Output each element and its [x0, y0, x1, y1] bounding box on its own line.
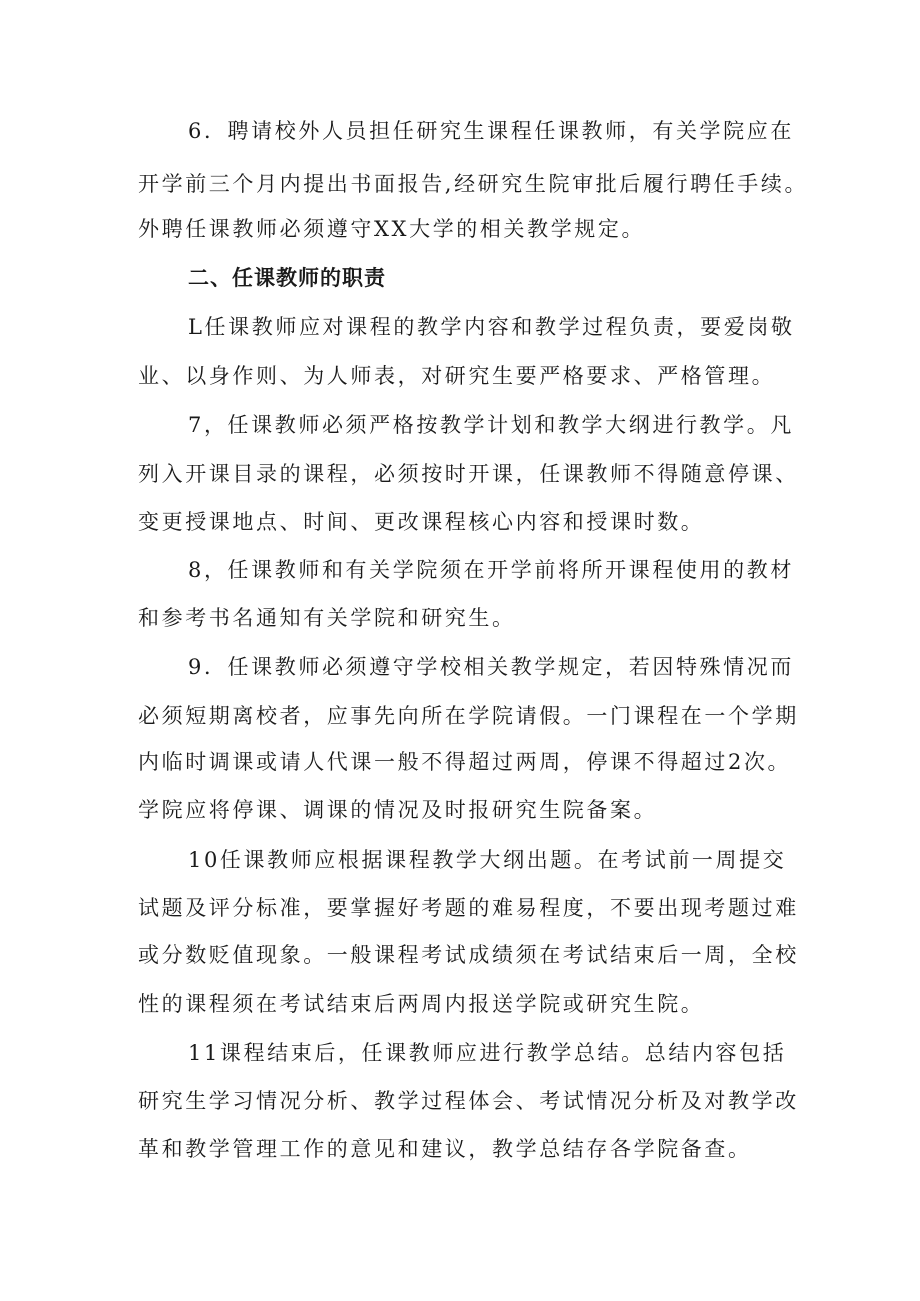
item9-line4: 学院应将停课、调课的情况及时报研究生院备案。 [138, 798, 658, 822]
item10-line4: 性的课程须在考试结束后两周内报送学院或研究生院。 [138, 992, 705, 1016]
item9-line1: 9．任课教师必须遵守学校相关教学规定，若因特殊情况而 [188, 655, 794, 679]
item9-line3: 内临时调课或请人代课一般不得超过两周，停课不得超过2次。 [138, 750, 792, 774]
item9-line2: 必须短期离校者，应事先向所在学院请假。一门课程在一个学期 [138, 704, 799, 728]
item1-line1: L任课教师应对课程的教学内容和教学过程负责，要爱岗敬 [188, 315, 795, 339]
item10-line2: 试题及评分标准，要掌握好考题的难易程度，不要出现考题过难 [138, 896, 799, 920]
item7-line1: 7，任课教师必须严格按教学计划和教学大纲进行教学。凡 [188, 413, 794, 437]
section-heading: 二、任课教师的职责 [188, 266, 386, 290]
item6-line3: 外聘任课教师必须遵守XX大学的相关教学规定。 [138, 217, 646, 241]
item10-line3: 或分数贬值现象。一般课程考试成绩须在考试结束后一周，全校 [138, 943, 799, 967]
item6-line2: 开学前三个月内提出书面报告,经研究生院审批后履行聘任手续。 [138, 172, 809, 196]
item7-line3: 变更授课地点、时间、更改课程核心内容和授课时数。 [138, 510, 705, 534]
item11-line3: 革和教学管理工作的意见和建议，教学总结存各学院备查。 [138, 1137, 752, 1161]
item8-line1: 8，任课教师和有关学院须在开学前将所开课程使用的教材 [188, 558, 794, 582]
item11-line2: 研究生学习情况分析、教学过程体会、考试情况分析及对教学改 [138, 1089, 799, 1113]
item6-line1: 6．聘请校外人员担任研究生课程任课教师，有关学院应在 [188, 119, 794, 143]
item11-line1: 11课程结束后，任课教师应进行教学总结。总结内容包括 [188, 1041, 787, 1065]
item7-line2: 列入开课目录的课程，必须按时开课，任课教师不得随意停课、 [138, 462, 799, 486]
item10-line1: 10任课教师应根据课程教学大纲出题。在考试前一周提交 [188, 848, 787, 872]
item8-line2: 和参考书名通知有关学院和研究生。 [138, 606, 516, 630]
item1-line2: 业、以身作则、为人师表，对研究生要严格要求、严格管理。 [138, 364, 776, 388]
